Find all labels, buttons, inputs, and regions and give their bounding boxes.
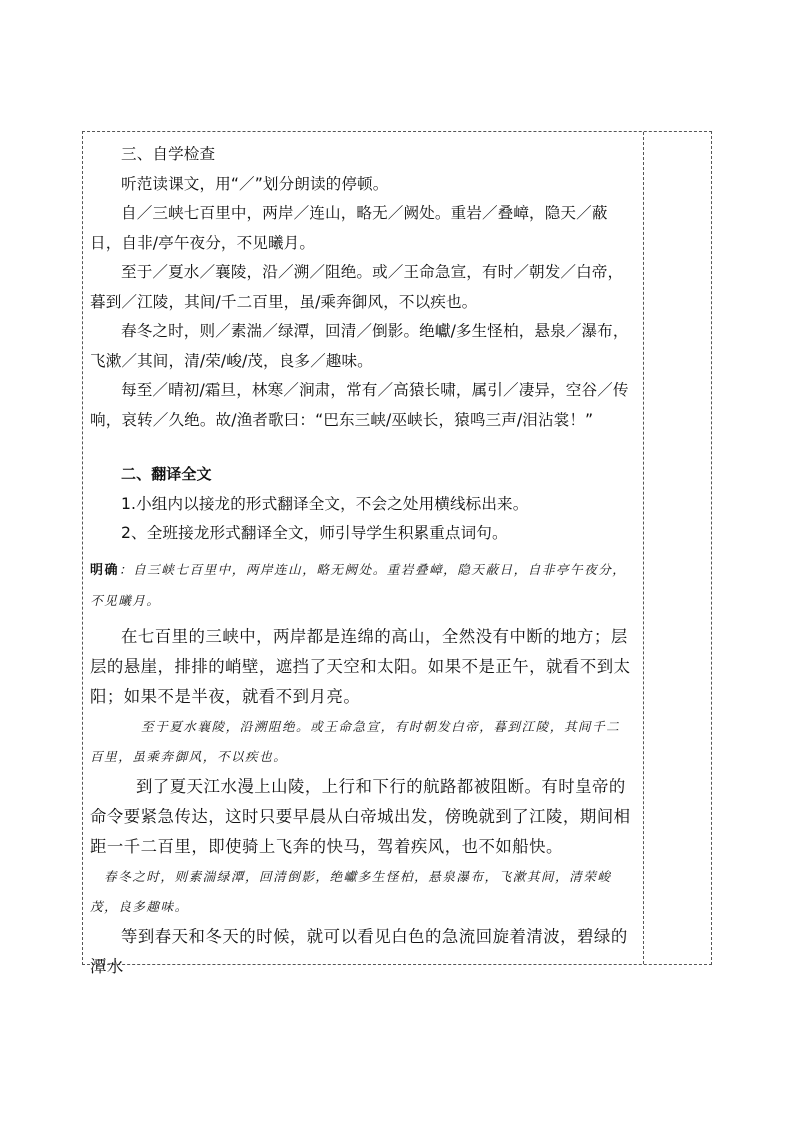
translation-paragraph: 在七百里的三峡中，两岸都是连绵的高山，全然没有中断的地方；层层的悬崖，排排的峭壁，遮挡了天空和太阳。如果不是正午，就看不到太阳；如果不是半夜，就看不到月亮。 — [90, 626, 631, 706]
clarify-text: ：自三峡七百里中，两岸连山，略无阙处。重岩叠嶂，隐天蔽日，自非亭午夜分，不见曦月。 — [90, 561, 627, 608]
original-paragraph: 至于夏水襄陵，沿溯阻绝。或王命急宣，有时朝发白帝，暮到江陵，其间千二百里，虽乘奔御风，不以疾也。 — [90, 718, 621, 764]
passage-paragraph: 至于／夏水／襄陵，沿／溯／阻绝。或／王命急宣，有时／朝发／白帝，暮到／江陵，其间/千二百里，虽/乘奔御风，不以疾也。 — [90, 263, 624, 311]
lesson-table — [82, 131, 712, 976]
section-heading-self-check: 三、自学检查 — [121, 145, 216, 163]
passage-paragraph: 春冬之时，则／素湍／绿潭，回清／倒影。绝巘/多生怪柏，悬泉／瀑布，飞漱／其间，清/荣/峻/茂，良多／趣味。 — [90, 322, 629, 370]
passage-paragraph: 每至／晴初/霜旦，林寒／涧肃，常有／高猿长啸，属引／凄异，空谷／传响，哀转／久绝。故/渔者歌曰：“巴东三峡/巫峡长，猿鸣三声/泪沾裳！” — [90, 381, 629, 429]
step-item: 2、全班接龙形式翻译全文，师引导学生积累重点词句。 — [121, 524, 508, 542]
instruction-text: 听范读课文，用“／”划分朗读的停顿。 — [121, 174, 389, 193]
step-item: 1.小组内以接龙的形式翻译全文，不会之处用横线标出来。 — [121, 494, 529, 513]
passage-paragraph: 自／三峡七百里中，两岸／连山，略无／阙处。重岩／叠嶂，隐天／蔽日，自非/亭午夜分，不见曦月。 — [90, 204, 608, 252]
clarify-label: 明确 — [90, 562, 120, 578]
clarify-paragraph — [90, 555, 634, 616]
translation-paragraph: 到了夏天江水漫上山陵，上行和下行的航路都被阻断。有时皇帝的命令要紧急传达，这时只要早晨从白帝城出发，傍晚就到了江陵，期间相距一千二百里，即使骑上飞奔的快马，驾着疾风，也不如船快。 — [90, 776, 631, 856]
translation-paragraph: 等到春天和冬天的时候，就可以看见白色的急流回旋着清波，碧绿的潭水 — [90, 926, 628, 976]
content-cell — [83, 132, 643, 982]
column-divider — [643, 132, 644, 964]
section-heading-translate: 二、翻译全文 — [121, 465, 212, 483]
original-paragraph: 春冬之时，则素湍绿潭，回清倒影，绝巘多生怪柏，悬泉瀑布，飞漱其间，清荣峻茂，良多趣味。 — [90, 868, 612, 914]
